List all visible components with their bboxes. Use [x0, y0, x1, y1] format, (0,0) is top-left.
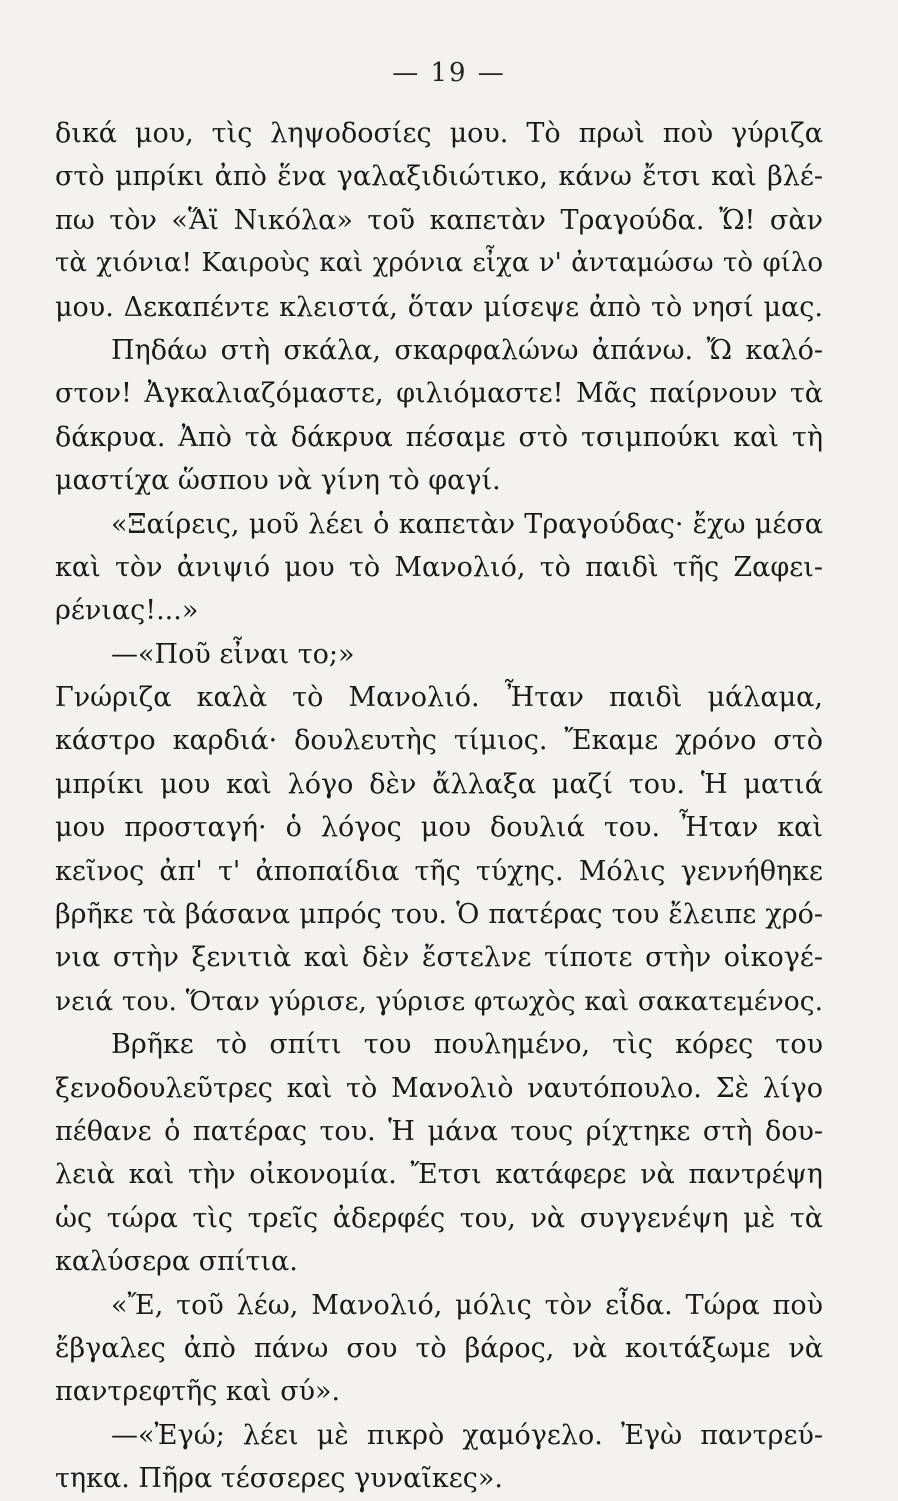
text-line: δικά μου, τὶς ληψοδοσίες μου. Τὸ πρωὶ ποὺ γύριζα	[55, 118, 823, 149]
text-line: κεῖνος ἀπ' τ' ἀποπαίδια τῆς τύχης. Μόλις γεννήθηκε	[55, 855, 823, 887]
text-line: μου προσταγή· ὁ λόγος μου δουλιά του. Ἦταν καὶ	[55, 812, 823, 844]
text-line: ὡς τώρα τὶς τρεῖς ἀδερφές του, νὰ συγγενέψη μὲ τὰ	[55, 1202, 823, 1234]
text-line: Γνώριζα καλὰ τὸ Μανολιό. Ἦταν παιδὶ μάλαμα,	[55, 682, 823, 714]
text-line: «Ξαίρεις, μοῦ λέει ὁ καπετὰν Τραγούδας· ἔχω μέσα	[111, 508, 823, 540]
text-line: ἔβγαλες ἀπὸ πάνω σου τὸ βάρος, νὰ κοιτάξωμε νὰ	[55, 1332, 823, 1364]
page-number: — 19 —	[392, 58, 506, 88]
text-line: ξενοδουλεῦτρες καὶ τὸ Μανολιὸ ναυτόπουλο. Σὲ λίγο	[55, 1072, 823, 1104]
text-line: στὸ μπρίκι ἀπὸ ἕνα γαλαξιδιώτικο, κάνω ἔτσι καὶ βλέ-	[55, 161, 823, 193]
text-line: μαστίχα ὥσπου νὰ γίνη τὸ φαγί.	[55, 465, 501, 497]
text-line: νειά του. Ὅταν γύρισε, γύρισε φτωχὸς καὶ σακατεμένος.	[55, 985, 823, 1017]
text-line: πέθανε ὁ πατέρας του. Ἡ μάνα τους ρίχτηκε στὴ δου-	[55, 1115, 823, 1147]
text-line: στον! Ἀγκαλιαζόμαστε, φιλιόμαστε! Μᾶς παίρνουν τὰ	[55, 378, 823, 410]
text-line: παντρεφτῆς καὶ σύ».	[55, 1376, 341, 1408]
text-line: βρῆκε τὰ βάσανα μπρός του. Ὁ πατέρας του ἔλειπε χρό-	[55, 899, 823, 931]
text-line: ρένιας!...»	[55, 595, 199, 627]
text-line: μπρίκι μου καὶ λόγο δὲν ἄλλαξα μαζί του. Ἡ ματιά	[55, 768, 823, 800]
text-line: Πηδάω στὴ σκάλα, σκαρφαλώνω ἀπάνω. Ὤ καλό-	[111, 334, 823, 366]
text-line: πω τὸν «Ἅϊ Νικόλα» τοῦ καπετὰν Τραγούδα. Ὤ! σὰν	[55, 204, 823, 236]
text-line: καὶ τὸν ἀνιψιό μου τὸ Μανολιό, τὸ παιδὶ τῆς Ζαφει-	[55, 551, 823, 583]
text-line: λειὰ καὶ τὴν οἰκονομία. Ἔτσι κατάφερε νὰ παντρέψη	[55, 1159, 823, 1191]
text-line: μου. Δεκαπέντε κλειστά, ὅταν μίσεψε ἀπὸ τὸ νησί μας.	[55, 291, 823, 323]
text-line: νια στὴν ξενιτιὰ καὶ δὲν ἔστελνε τίποτε στὴν οἰκογέ-	[55, 942, 823, 974]
text-line: «Ἔ, τοῦ λέω, Μανολιό, μόλις τὸν εἶδα. Τώρα ποὺ	[111, 1289, 823, 1321]
text-line: τηκα. Πῆρα τέσσερες γυναῖκες».	[55, 1463, 504, 1495]
text-line: —«Ποῦ εἶναι το;»	[111, 638, 355, 670]
text-line: δάκρυα. Ἀπὸ τὰ δάκρυα πέσαμε στὸ τσιμπούκι καὶ τὴ	[55, 421, 823, 453]
text-line: —«Ἐγώ; λέει μὲ πικρὸ χαμόγελο. Ἐγὼ παντρεύ-	[111, 1419, 823, 1451]
text-line: καλύσερα σπίτια.	[55, 1246, 298, 1278]
text-line: τὰ χιόνια! Καιροὺς καὶ χρόνια εἶχα ν' ἀνταμώσω τὸ φίλο	[55, 248, 823, 279]
text-line: Βρῆκε τὸ σπίτι του πουλημένο, τὶς κόρες του	[111, 1029, 823, 1061]
text-line: κάστρο καρδιά· δουλευτὴς τίμιος. Ἔκαμε χρόνο στὸ	[55, 725, 823, 757]
body-text	[55, 112, 823, 1501]
